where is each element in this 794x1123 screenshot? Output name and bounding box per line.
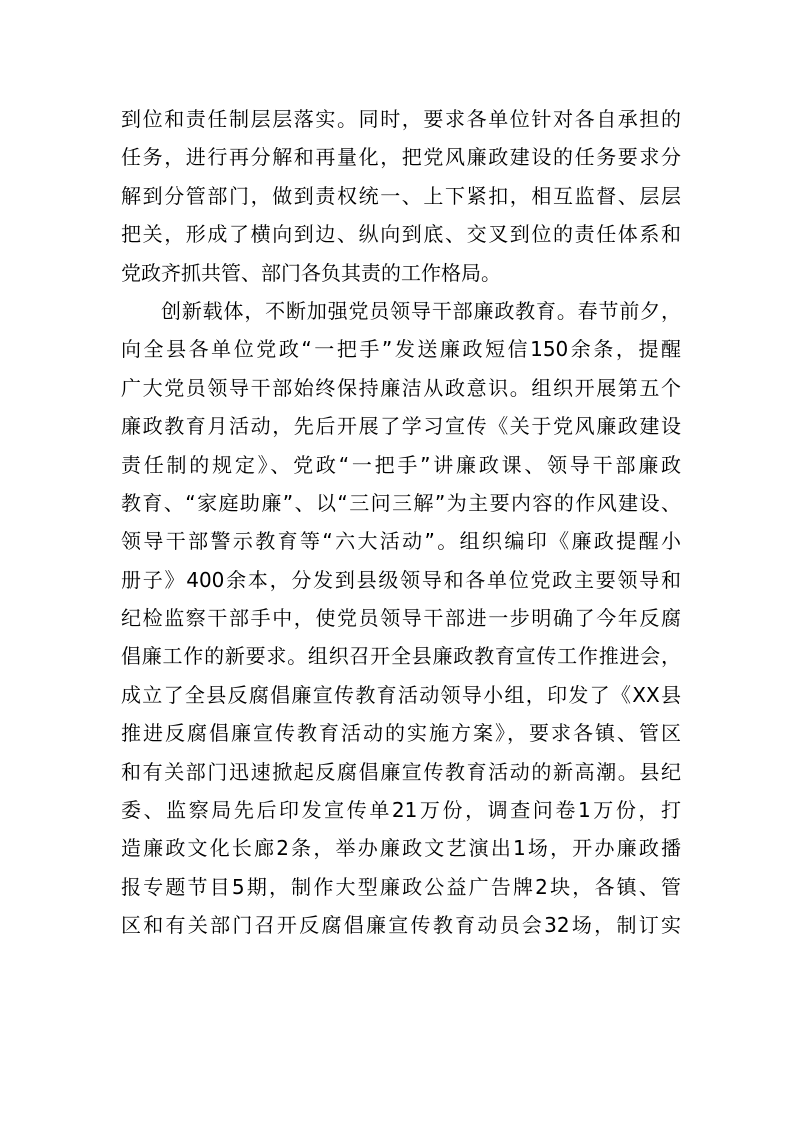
text-line: 教育、“家庭助廉”、以“三问三解”为主要内容的作风建设、 xyxy=(121,490,681,515)
text-line: 领导干部警示教育等“六大活动”。组织编印《廉政提醒小 xyxy=(121,529,681,554)
body-text xyxy=(121,100,681,945)
text-line: 党政齐抓共管、部门各负其责的工作格局。 xyxy=(121,260,501,285)
text-line: 报专题节目5期，制作大型廉政公益广告牌2块，各镇、管 xyxy=(121,874,681,899)
text-line: 创新载体，不断加强党员领导干部廉政教育。春节前夕， xyxy=(161,298,681,323)
text-line: 推进反腐倡廉宣传教育活动的实施方案》，要求各镇、管区 xyxy=(121,721,681,746)
text-line: 册子》400余本，分发到县级领导和各单位党政主要领导和 xyxy=(121,567,681,592)
text-line: 向全县各单位党政“一把手”发送廉政短信150余条，提醒 xyxy=(121,337,681,362)
text-line: 和有关部门迅速掀起反腐倡廉宣传教育活动的新高潮。县纪 xyxy=(121,759,681,784)
text-line: 成立了全县反腐倡廉宣传教育活动领导小组，印发了《XX县 xyxy=(121,682,681,707)
text-line: 把关，形成了横向到边、纵向到底、交叉到位的责任体系和 xyxy=(121,222,681,247)
text-line: 倡廉工作的新要求。组织召开全县廉政教育宣传工作推进会， xyxy=(121,644,681,669)
text-line: 造廉政文化长廊2条，举办廉政文艺演出1场，开办廉政播 xyxy=(121,836,681,861)
text-line: 廉政教育月活动，先后开展了学习宣传《关于党风廉政建设 xyxy=(121,414,681,439)
text-line: 责任制的规定》、党政“一把手”讲廉政课、领导干部廉政 xyxy=(121,452,681,477)
text-line: 区和有关部门召开反腐倡廉宣传教育动员会32场，制订实 xyxy=(121,913,681,938)
text-line: 纪检监察干部手中，使党员领导干部进一步明确了今年反腐 xyxy=(121,606,681,631)
text-line: 任务，进行再分解和再量化，把党风廉政建设的任务要求分 xyxy=(121,145,681,170)
text-line: 到位和责任制层层落实。同时，要求各单位针对各自承担的 xyxy=(121,107,681,131)
text-line: 广大党员领导干部始终保持廉洁从政意识。组织开展第五个 xyxy=(121,375,681,400)
text-line: 委、监察局先后印发宣传单21万份，调查问卷1万份，打 xyxy=(121,798,681,823)
text-line: 解到分管部门，做到责权统一、上下紧扣，相互监督、层层 xyxy=(121,183,681,208)
